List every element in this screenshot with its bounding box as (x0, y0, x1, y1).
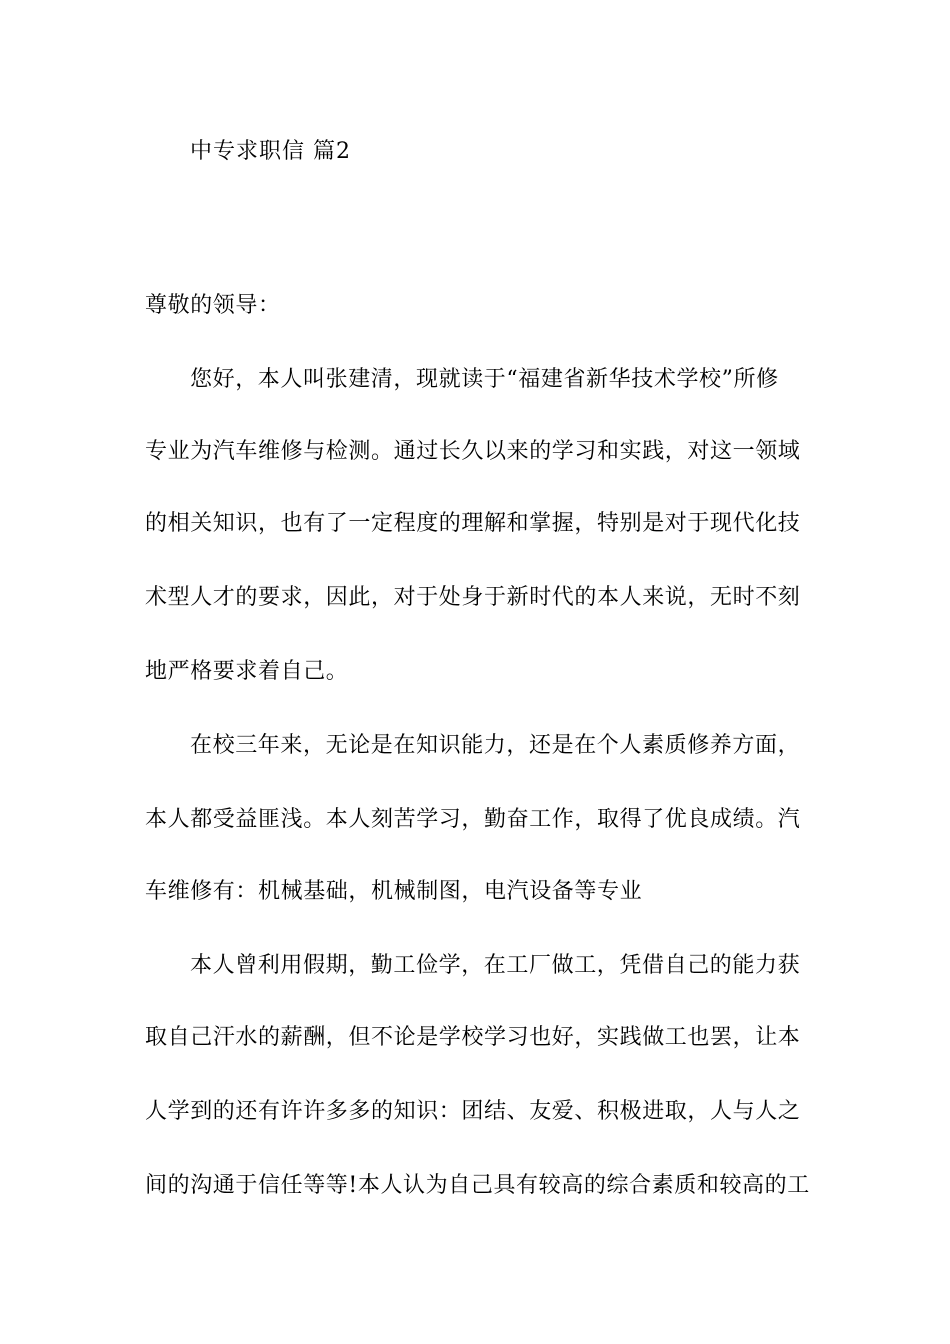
paragraph-line: 术型人才的要求，因此，对于处身于新时代的本人来说，无时不刻 (145, 585, 801, 610)
paragraph-line: 您好，本人叫张建清，现就读于“福建省新华技术学校”所修 (190, 367, 779, 392)
paragraph-line: 车维修有：机械基础，机械制图，电汽设备等专业 (145, 879, 643, 904)
paragraph-line: 间的沟通于信任等等!本人认为自己具有较高的综合素质和较高的工 (145, 1173, 810, 1198)
paragraph-line: 取自己汗水的薪酬，但不论是学校学习也好，实践做工也罢，让本 (145, 1025, 801, 1050)
paragraph-line: 本人曾利用假期，勤工俭学，在工厂做工，凭借自己的能力获 (190, 953, 801, 978)
paragraph-line: 人学到的还有许许多多的知识：团结、友爱、积极进取，人与人之 (145, 1099, 801, 1124)
document-title: 中专求职信 篇2 (190, 139, 351, 164)
paragraph-line: 在校三年来，无论是在知识能力，还是在个人素质修养方面， (190, 733, 801, 758)
paragraph-line: 本人都受益匪浅。本人刻苦学习，勤奋工作，取得了优良成绩。汽 (145, 807, 801, 832)
paragraph-line: 的相关知识，也有了一定程度的理解和掌握，特别是对于现代化技 (145, 511, 801, 536)
paragraph-line: 专业为汽车维修与检测。通过长久以来的学习和实践，对这一领域 (145, 439, 801, 464)
paragraph-line: 地严格要求着自己。 (145, 659, 349, 684)
salutation: 尊敬的领导： (145, 293, 281, 318)
